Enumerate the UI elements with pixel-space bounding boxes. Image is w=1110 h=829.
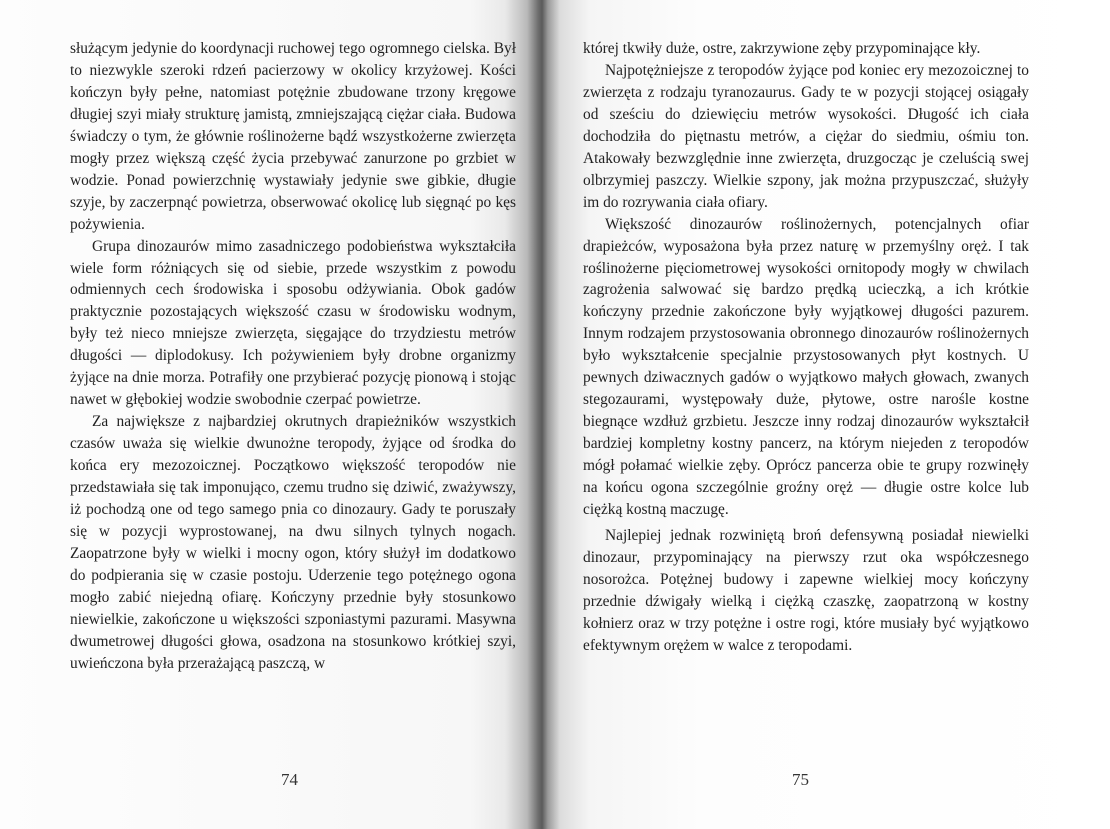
left-paragraph-2: Grupa dinozaurów mimo zasadniczego podobieństwa wykształciła wiele form różniących się od siebie, przede wszystkim z powodu odmiennych cech środowiska i sposobu odżywiania. Obok gadów praktycznie pozostających większość czasu w środowisku wodnym, były też nieco mniejsze zwierzęta, sięgające do trzydziestu metrów długości — diplodokusy. Ich pożywieniem były drobne organizmy żyjące na dnie morza. Potrafiły one przybierać pozycję pionową i stojąc nawet w głębokiej wodzie swobodnie czerpać powietrze. [70,237,516,409]
left-page-number: 74 [281,770,298,789]
left-paragraph-3: Za największe z najbardziej okrutnych drapieżników wszystkich czasów uważa się wielkie dwunożne teropody, żyjące od środka do końca ery mezozoicznej. Początkowo większość teropodów nie przedstawiała się tak imponująco, czemu trudno się dziwić, zważywszy, iż pochodzą one od tego samego pnia co dinozaury. Gady te poruszały się w pozycji wyprostowanej, na dwu silnych tylnych nogach. Zaopatrzone były w wielki i mocny ogon, który służył im dodatkowo do podpierania się w czasie postoju. Uderzenie tego potężnego ogona mogło zabić niejedną ofiarę. Kończyny przednie były stosunkowo niewielkie, zakończone u większości szponiastymi pazurami. Masywna dwumetrowej długości głowa, osadzona na stosunkowo krótkiej szyi, uwieńczona była przerażającą paszczą, w [70,413,516,672]
left-paragraph-1: służącym jedynie do koordynacji ruchowej tego ogromnego cielska. Był to niezwykle szeroki rdzeń pacierzowy w okolicy krzyżowej. Kości kończyn były pełne, natomiast potężnie zbudowane trzony kręgowe długiej szyi miały strukturę jamistą, zmniejszającą ciężar ciała. Budowa świadczy o tym, że głównie roślinożerne bądź wszystkożerne zwierzęta mogły przez większą część życia przebywać zanurzone po grzbiet w wodzie. Ponad powierzchnię wystawiały jedynie swe gibkie, długie szyje, by zaczerpnąć powietrza, obserwować okolicę lub sięgnąć po kęs pożywienia. [70,40,516,233]
right-paragraph-3: Większość dinozaurów roślinożernych, potencjalnych ofiar drapieżców, wyposażona była przez naturę w przemyślny oręż. I tak roślinożerne pięciometrowej wysokości ornitopody mogły w chwilach zagrożenia salwować się bardzo prędką ucieczką, a ich krótkie kończyny przednie zakończone były wyjątkowej długości pazurem. Innym rodzajem przystosowania obronnego dinozaurów roślinożernych było wykształcenie specjalnie przystosowanych płyt kostnych. U pewnych dziwacznych gadów o wyjątkowo małych głowach, zwanych stegozaurami, występowały duże, płytowe, ostre narośle kostne biegnące wzdłuż grzbietu. Jeszcze inny rodzaj dinozaurów wykształcił bardziej kompletny kostny pancerz, na którym niejeden z teropodów mógł połamać wielkie zęby. Oprócz pancerza obie te grupy rozwinęły na końcu ogona szczególnie groźny oręż — długie ostre kolce lub ciężką kostną maczugę. [583,215,1029,519]
right-paragraph-1: której tkwiły duże, ostre, zakrzywione zęby przypominające kły. [583,40,981,57]
right-paragraph-4: Najlepiej jednak rozwiniętą broń defensywną posiadał niewielki dinozaur, przypominający na pierwszy rzut oka współczesnego nosorożca. Potężnej budowy i zapewne wielkiej mocy kończyny przednie dźwigały wielką i ciężką czaszkę, zaopatrzoną w kostny kołnierz oraz w trzy potężne i ostre rogi, które musiały być wyjątkowo efektywnym orężem w walce z teropodami. [583,526,1029,654]
right-paragraph-2: Najpotężniejsze z teropodów żyjące pod koniec ery mezozoicznej to zwierzęta z rodzaju tyranozaurus. Gady te w pozycji stojącej osiągały od sześciu do dziewięciu metrów wysokości. Długość ich ciała dochodziła do piętnastu metrów, a ciężar do siedmiu, ośmiu ton. Atakowały bezwzględnie inne zwierzęta, druzgocząc je czeluścią swej olbrzymiej paszczy. Wielkie szpony, jak można przypuszczać, służyły im do rozrywania ciała ofiary. [583,61,1029,211]
right-page-number: 75 [792,770,809,789]
left-page [70,38,516,675]
right-page [583,38,1029,657]
